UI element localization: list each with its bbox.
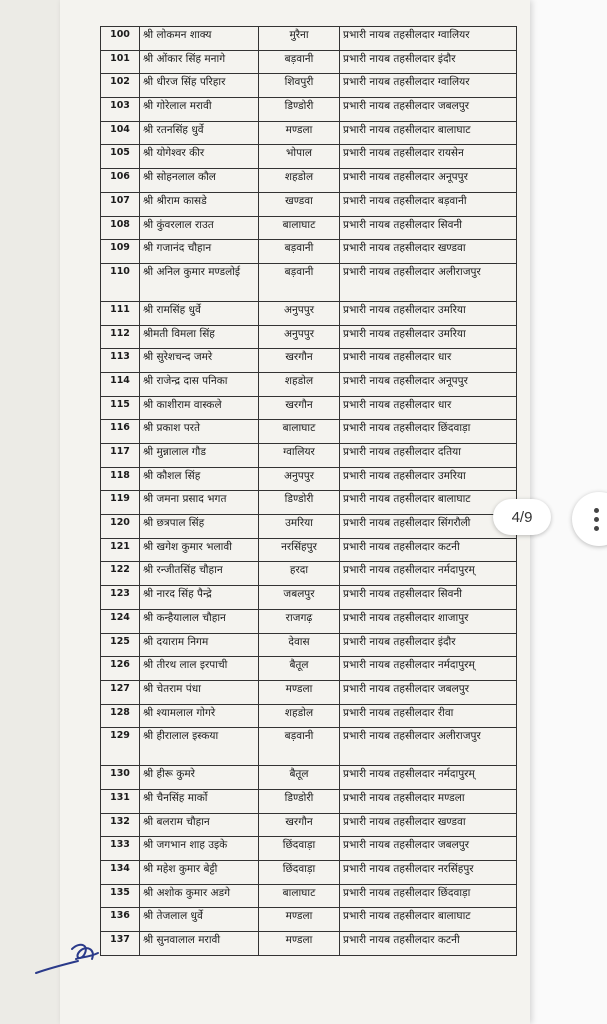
posting-cell: प्रभारी नायब तहसीलदार शाजापुर [340, 609, 517, 633]
table-row [101, 325, 517, 349]
name-cell: श्री चैनसिंह मार्को [140, 789, 259, 813]
district-cell: बड़वानी [259, 728, 340, 766]
serial-number-cell: 131 [101, 789, 140, 813]
name-cell: श्री तेजलाल धुर्वे [140, 908, 259, 932]
serial-number-cell: 103 [101, 98, 140, 122]
table-row [101, 444, 517, 468]
serial-number-cell: 127 [101, 680, 140, 704]
posting-cell: प्रभारी नायब तहसीलदार जबलपुर [340, 680, 517, 704]
name-cell: श्री बलराम चौहान [140, 813, 259, 837]
posting-cell: प्रभारी नायब तहसीलदार उमरिया [340, 467, 517, 491]
name-cell: श्री गजानंद चौहान [140, 240, 259, 264]
table-row [101, 467, 517, 491]
district-cell: हरदा [259, 562, 340, 586]
posting-cell: प्रभारी नायब तहसीलदार सिवनी [340, 586, 517, 610]
name-cell: श्री रामसिंह धुर्वे [140, 301, 259, 325]
district-cell: अनुपपुर [259, 301, 340, 325]
district-cell: ग्वालियर [259, 444, 340, 468]
serial-number-cell: 102 [101, 74, 140, 98]
posting-cell: प्रभारी नायब तहसीलदार छिंदवाड़ा [340, 420, 517, 444]
table-row [101, 192, 517, 216]
serial-number-cell: 119 [101, 491, 140, 515]
district-cell: भोपाल [259, 145, 340, 169]
posting-cell: प्रभारी नायब तहसीलदार इंदौर [340, 633, 517, 657]
table-row [101, 884, 517, 908]
serial-number-cell: 111 [101, 301, 140, 325]
table-row [101, 908, 517, 932]
district-cell: नरसिंहपुर [259, 538, 340, 562]
officer-table [100, 26, 517, 956]
name-cell: श्री प्रकाश परते [140, 420, 259, 444]
posting-cell: प्रभारी नायब तहसीलदार रायसेन [340, 145, 517, 169]
name-cell: श्री श्यामलाल गोगरे [140, 704, 259, 728]
name-cell: श्री योगेश्वर कीर [140, 145, 259, 169]
name-cell: श्री छत्रपाल सिंह [140, 515, 259, 539]
serial-number-cell: 108 [101, 216, 140, 240]
serial-number-cell: 116 [101, 420, 140, 444]
district-cell: बड़वानी [259, 240, 340, 264]
posting-cell: प्रभारी नायब तहसीलदार खण्डवा [340, 813, 517, 837]
posting-cell: प्रभारी नायब तहसीलदार खण्डवा [340, 240, 517, 264]
posting-cell: प्रभारी नायब तहसीलदार नरसिंहपुर [340, 861, 517, 885]
serial-number-cell: 121 [101, 538, 140, 562]
serial-number-cell: 106 [101, 169, 140, 193]
table-row [101, 789, 517, 813]
serial-number-cell: 113 [101, 349, 140, 373]
posting-cell: प्रभारी नायब तहसीलदार बालाघाट [340, 121, 517, 145]
district-cell: मण्डला [259, 121, 340, 145]
more-vertical-icon [594, 508, 599, 531]
name-cell: श्री हीरू कुमरे [140, 766, 259, 790]
name-cell: श्रीमती विमला सिंह [140, 325, 259, 349]
table-row [101, 98, 517, 122]
serial-number-cell: 137 [101, 932, 140, 956]
posting-cell: प्रभारी नायब तहसीलदार अनूपपुर [340, 372, 517, 396]
serial-number-cell: 105 [101, 145, 140, 169]
table-row [101, 586, 517, 610]
table-row [101, 27, 517, 51]
posting-cell: प्रभारी नायब तहसीलदार बड़वानी [340, 192, 517, 216]
name-cell: श्री चेतराम पंधा [140, 680, 259, 704]
district-cell: बालाघाट [259, 420, 340, 444]
table-row [101, 301, 517, 325]
name-cell: श्री ओंकार सिंह मनागे [140, 50, 259, 74]
posting-cell: प्रभारी नायब तहसीलदार ग्वालियर [340, 74, 517, 98]
posting-cell: प्रभारी नायब तहसीलदार ग्वालियर [340, 27, 517, 51]
district-cell: शहडोल [259, 704, 340, 728]
district-cell: छिंदवाड़ा [259, 861, 340, 885]
district-cell: डिण्डोरी [259, 491, 340, 515]
district-cell: खरगौन [259, 396, 340, 420]
serial-number-cell: 133 [101, 837, 140, 861]
table-row [101, 169, 517, 193]
table-row [101, 420, 517, 444]
officer-table-body [101, 27, 517, 956]
posting-cell: प्रभारी नायब तहसीलदार अलीराजपुर [340, 263, 517, 301]
district-cell: शहडोल [259, 169, 340, 193]
name-cell: श्री जमना प्रसाद भगत [140, 491, 259, 515]
serial-number-cell: 128 [101, 704, 140, 728]
table-row [101, 491, 517, 515]
serial-number-cell: 117 [101, 444, 140, 468]
district-cell: मुरैना [259, 27, 340, 51]
serial-number-cell: 136 [101, 908, 140, 932]
serial-number-cell: 135 [101, 884, 140, 908]
district-cell: बड़वानी [259, 50, 340, 74]
table-row [101, 74, 517, 98]
name-cell: श्री महेश कुमार बेट्टी [140, 861, 259, 885]
table-row [101, 349, 517, 373]
serial-number-cell: 109 [101, 240, 140, 264]
serial-number-cell: 126 [101, 657, 140, 681]
posting-cell: प्रभारी नायब तहसीलदार सिंगरौली [340, 515, 517, 539]
posting-cell: प्रभारी नायब तहसीलदार अनूपपुर [340, 169, 517, 193]
signature-icon [32, 935, 102, 979]
table-row [101, 372, 517, 396]
serial-number-cell: 114 [101, 372, 140, 396]
posting-cell: प्रभारी नायब तहसीलदार सिवनी [340, 216, 517, 240]
table-row [101, 50, 517, 74]
posting-cell: प्रभारी नायब तहसीलदार जबलपुर [340, 837, 517, 861]
district-cell: मण्डला [259, 908, 340, 932]
serial-number-cell: 123 [101, 586, 140, 610]
serial-number-cell: 118 [101, 467, 140, 491]
name-cell: श्री सोहनलाल कौल [140, 169, 259, 193]
table-row [101, 240, 517, 264]
serial-number-cell: 134 [101, 861, 140, 885]
posting-cell: प्रभारी नायब तहसीलदार रीवा [340, 704, 517, 728]
district-cell: बड़वानी [259, 263, 340, 301]
name-cell: श्री कौशल सिंह [140, 467, 259, 491]
name-cell: श्री दयाराम निगम [140, 633, 259, 657]
table-row [101, 396, 517, 420]
name-cell: श्री मुन्नालाल गौड [140, 444, 259, 468]
name-cell: श्री धीरज सिंह परिहार [140, 74, 259, 98]
district-cell: खरगौन [259, 349, 340, 373]
name-cell: श्री हीरालाल इस्कया [140, 728, 259, 766]
table-row [101, 657, 517, 681]
table-row [101, 932, 517, 956]
name-cell: श्री नारद सिंह पैन्द्रे [140, 586, 259, 610]
table-row [101, 515, 517, 539]
table-row [101, 813, 517, 837]
page-indicator [493, 499, 551, 535]
serial-number-cell: 130 [101, 766, 140, 790]
name-cell: श्री श्रीराम कासडे [140, 192, 259, 216]
serial-number-cell: 104 [101, 121, 140, 145]
district-cell: शहडोल [259, 372, 340, 396]
name-cell: श्री सुरेशचन्द जमरे [140, 349, 259, 373]
posting-cell: प्रभारी नायब तहसीलदार धार [340, 396, 517, 420]
district-cell: देवास [259, 633, 340, 657]
posting-cell: प्रभारी नायब तहसीलदार बालाघाट [340, 908, 517, 932]
serial-number-cell: 101 [101, 50, 140, 74]
posting-cell: प्रभारी नायब तहसीलदार मण्डला [340, 789, 517, 813]
table-row [101, 145, 517, 169]
district-cell: राजगढ़ [259, 609, 340, 633]
district-cell: डिण्डोरी [259, 789, 340, 813]
posting-cell: प्रभारी नायब तहसीलदार जबलपुर [340, 98, 517, 122]
posting-cell: प्रभारी नायब तहसीलदार उमरिया [340, 301, 517, 325]
serial-number-cell: 115 [101, 396, 140, 420]
table-row [101, 861, 517, 885]
name-cell: श्री जगभान शाह उइके [140, 837, 259, 861]
posting-cell: प्रभारी नायब तहसीलदार अलीराजपुर [340, 728, 517, 766]
district-cell: मण्डला [259, 680, 340, 704]
serial-number-cell: 110 [101, 263, 140, 301]
district-cell: खण्डवा [259, 192, 340, 216]
posting-cell: प्रभारी नायब तहसीलदार नर्मदापुरम् [340, 657, 517, 681]
district-cell: शिवपुरी [259, 74, 340, 98]
table-row [101, 766, 517, 790]
table-row [101, 728, 517, 766]
posting-cell: प्रभारी नायब तहसीलदार कटनी [340, 932, 517, 956]
district-cell: बैतूल [259, 657, 340, 681]
table-row [101, 704, 517, 728]
name-cell: श्री सुनवालाल मरावी [140, 932, 259, 956]
serial-number-cell: 112 [101, 325, 140, 349]
name-cell: श्री अनिल कुमार मण्डलोई [140, 263, 259, 301]
district-cell: अनुपपुर [259, 325, 340, 349]
district-cell: मण्डला [259, 932, 340, 956]
page-indicator-label: 4/9 [511, 508, 533, 526]
posting-cell: प्रभारी नायब तहसीलदार उमरिया [340, 325, 517, 349]
posting-cell: प्रभारी नायब तहसीलदार दतिया [340, 444, 517, 468]
district-cell: डिण्डोरी [259, 98, 340, 122]
name-cell: श्री लोकमन शाक्य [140, 27, 259, 51]
serial-number-cell: 124 [101, 609, 140, 633]
table-row [101, 121, 517, 145]
posting-cell: प्रभारी नायब तहसीलदार बालाघाट [340, 491, 517, 515]
name-cell: श्री अशोक कुमार अडगे [140, 884, 259, 908]
serial-number-cell: 129 [101, 728, 140, 766]
table-row [101, 562, 517, 586]
name-cell: श्री रन्जीतसिंह चौहान [140, 562, 259, 586]
table-row [101, 538, 517, 562]
posting-cell: प्रभारी नायब तहसीलदार इंदौर [340, 50, 517, 74]
name-cell: श्री खगेश कुमार भलावी [140, 538, 259, 562]
serial-number-cell: 120 [101, 515, 140, 539]
district-cell: बैतूल [259, 766, 340, 790]
district-cell: छिंदवाड़ा [259, 837, 340, 861]
serial-number-cell: 100 [101, 27, 140, 51]
name-cell: श्री कुंवरलाल राउत [140, 216, 259, 240]
posting-cell: प्रभारी नायब तहसीलदार छिंदवाड़ा [340, 884, 517, 908]
name-cell: श्री राजेन्द्र दास पनिका [140, 372, 259, 396]
name-cell: श्री काशीराम वास्कले [140, 396, 259, 420]
table-row [101, 837, 517, 861]
serial-number-cell: 107 [101, 192, 140, 216]
posting-cell: प्रभारी नायब तहसीलदार नर्मदापुरम् [340, 766, 517, 790]
table-row [101, 609, 517, 633]
name-cell: श्री गोरेलाल मरावी [140, 98, 259, 122]
posting-cell: प्रभारी नायब तहसीलदार नर्मदापुरम् [340, 562, 517, 586]
district-cell: उमरिया [259, 515, 340, 539]
name-cell: श्री तीरथ लाल इरपाची [140, 657, 259, 681]
district-cell: बालाघाट [259, 884, 340, 908]
serial-number-cell: 122 [101, 562, 140, 586]
district-cell: बालाघाट [259, 216, 340, 240]
name-cell: श्री कन्हैयालाल चौहान [140, 609, 259, 633]
table-row [101, 680, 517, 704]
serial-number-cell: 125 [101, 633, 140, 657]
table-row [101, 633, 517, 657]
table-row [101, 263, 517, 301]
district-cell: जबलपुर [259, 586, 340, 610]
serial-number-cell: 132 [101, 813, 140, 837]
district-cell: अनुपपुर [259, 467, 340, 491]
posting-cell: प्रभारी नायब तहसीलदार धार [340, 349, 517, 373]
name-cell: श्री रतनसिंह धुर्वे [140, 121, 259, 145]
district-cell: खरगौन [259, 813, 340, 837]
table-row [101, 216, 517, 240]
posting-cell: प्रभारी नायब तहसीलदार कटनी [340, 538, 517, 562]
